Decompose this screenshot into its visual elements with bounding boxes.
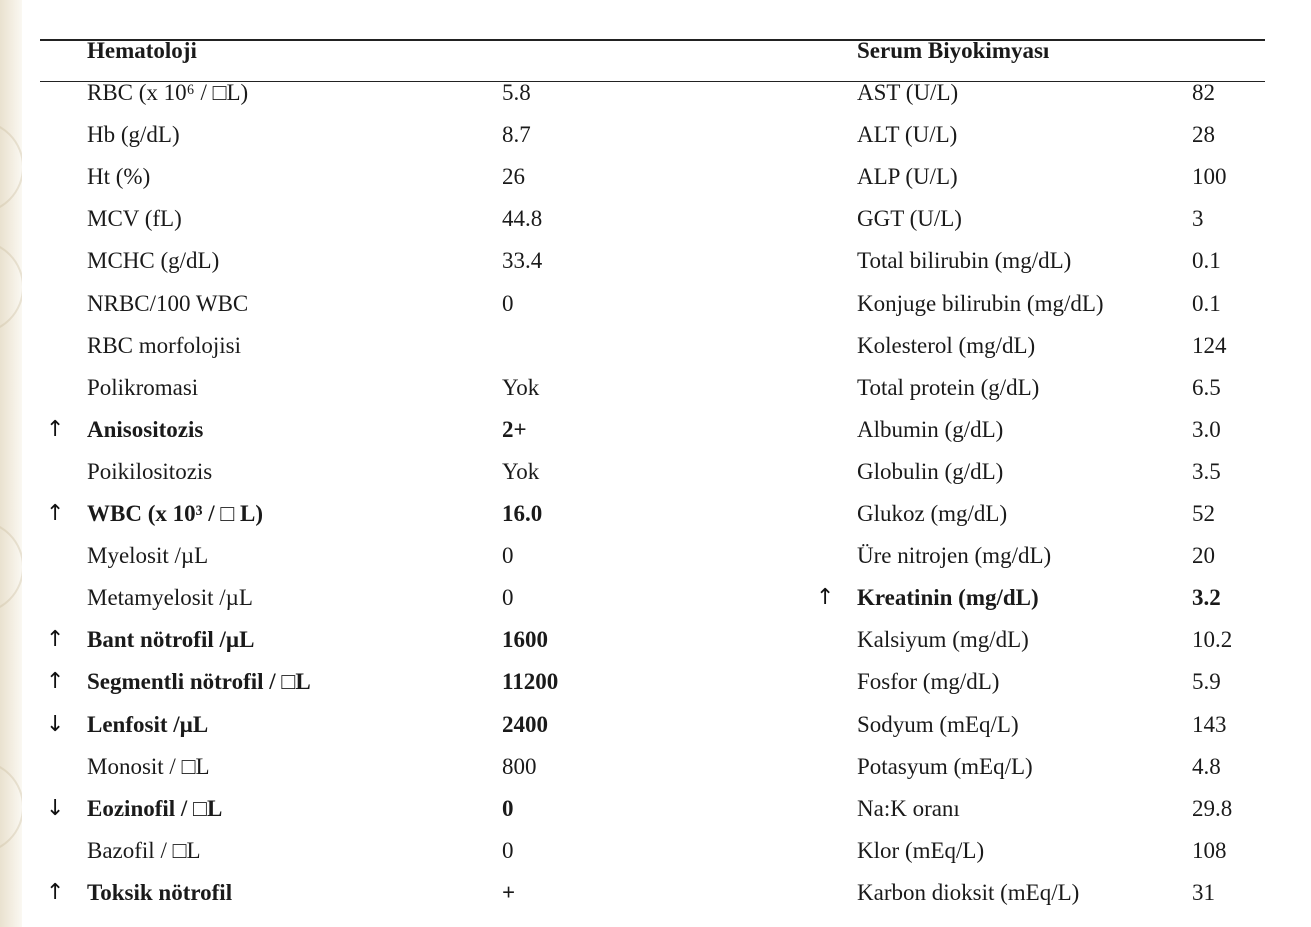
biochemistry-row-value: 0.1 <box>1192 248 1221 273</box>
up-arrow-icon: ↑ <box>46 417 65 442</box>
hematology-row-value: 8.7 <box>502 122 531 147</box>
decorative-arc <box>0 120 22 214</box>
up-arrow-icon: ↑ <box>816 585 835 610</box>
hematology-row-label: MCHC (g/dL) <box>87 248 220 273</box>
biochemistry-row-label: AST (U/L) <box>857 80 959 105</box>
biochemistry-row-value: 108 <box>1192 838 1227 863</box>
hematology-row-value: Yok <box>502 375 540 400</box>
biochemistry-row-value: 20 <box>1192 543 1215 568</box>
biochemistry-row-label: Total bilirubin (mg/dL) <box>857 248 1072 273</box>
hematology-row-value: 33.4 <box>502 248 543 273</box>
biochemistry-row-label: Kreatinin (mg/dL) <box>857 585 1039 610</box>
down-arrow-icon: ↓ <box>46 712 65 737</box>
biochemistry-row-value: 10.2 <box>1192 627 1233 652</box>
biochemistry-row-value: 3.2 <box>1192 585 1221 610</box>
hematology-row-value: 1600 <box>502 627 548 652</box>
hematology-row-value: 16.0 <box>502 501 543 526</box>
hematology-row-value: 0 <box>502 543 514 568</box>
hematology-row-label: Lenfosit /µL <box>87 712 209 737</box>
decorative-arc <box>0 760 22 854</box>
hematology-row-label: Toksik nötrofil <box>87 880 233 905</box>
biochemistry-row-label: Globulin (g/dL) <box>857 459 1004 484</box>
background-decoration-strip <box>0 0 22 927</box>
hematology-row-label: Segmentli nötrofil / □L <box>87 669 311 694</box>
biochemistry-row-value: 6.5 <box>1192 375 1221 400</box>
hematology-row-label: NRBC/100 WBC <box>87 291 249 316</box>
biochemistry-row-label: Sodyum (mEq/L) <box>857 712 1019 737</box>
biochemistry-row-value: 100 <box>1192 164 1227 189</box>
hematology-row-label: MCV (fL) <box>87 206 182 231</box>
biochemistry-row-value: 52 <box>1192 501 1215 526</box>
biochemistry-row-value: 3.0 <box>1192 417 1221 442</box>
down-arrow-icon: ↓ <box>46 796 65 821</box>
biochemistry-row-value: 124 <box>1192 333 1227 358</box>
hematology-row-label: RBC (x 10⁶ / □L) <box>87 80 249 105</box>
hematology-row-value: 44.8 <box>502 206 543 231</box>
biochemistry-row-value: 31 <box>1192 880 1215 905</box>
hematology-row-label: Eozinofil / □L <box>87 796 223 821</box>
biochemistry-row-value: 143 <box>1192 712 1227 737</box>
decorative-arc <box>0 240 22 334</box>
biochemistry-row-label: Kalsiyum (mg/dL) <box>857 627 1029 652</box>
hematology-row-label: RBC morfolojisi <box>87 333 241 358</box>
hematology-row-value: 800 <box>502 754 537 779</box>
biochemistry-row-value: 28 <box>1192 122 1215 147</box>
biochemistry-row-value: 5.9 <box>1192 669 1221 694</box>
lab-results-table <box>22 0 1311 927</box>
hematology-row-value: 2400 <box>502 712 548 737</box>
hematology-row-value: 26 <box>502 164 525 189</box>
hematology-row-value: Yok <box>502 459 540 484</box>
hematology-row-value: 0 <box>502 796 514 821</box>
biochemistry-row-label: GGT (U/L) <box>857 206 962 231</box>
biochemistry-row-label: Fosfor (mg/dL) <box>857 669 1000 694</box>
hematology-row-label: Myelosit /µL <box>87 543 209 568</box>
hematology-row-value: 11200 <box>502 669 559 694</box>
biochemistry-row-label: Potasyum (mEq/L) <box>857 754 1033 779</box>
hematology-row-label: Bazofil / □L <box>87 838 201 863</box>
hematology-row-label: WBC (x 10³ / □ L) <box>87 501 264 526</box>
hematology-row-value: 0 <box>502 291 514 316</box>
serum-biochemistry-header: Serum Biyokimyası <box>857 38 1050 63</box>
hematology-row-label: Metamyelosit /µL <box>87 585 253 610</box>
biochemistry-row-label: Karbon dioksit (mEq/L) <box>857 880 1080 905</box>
hematology-row-label: Poikilositozis <box>87 459 213 484</box>
hematology-row-label: Anisositozis <box>87 417 204 442</box>
hematology-row-label: Polikromasi <box>87 375 199 400</box>
biochemistry-row-value: 3 <box>1192 206 1204 231</box>
hematology-header: Hematoloji <box>87 38 197 63</box>
biochemistry-row-label: Kolesterol (mg/dL) <box>857 333 1036 358</box>
hematology-row-value: 2+ <box>502 417 527 442</box>
hematology-row-label: Ht (%) <box>87 164 151 189</box>
hematology-row-value: 5.8 <box>502 80 531 105</box>
biochemistry-row-value: 3.5 <box>1192 459 1221 484</box>
hematology-row-label: Hb (g/dL) <box>87 122 180 147</box>
up-arrow-icon: ↑ <box>46 880 65 905</box>
biochemistry-row-value: 29.8 <box>1192 796 1233 821</box>
biochemistry-row-value: 82 <box>1192 80 1215 105</box>
biochemistry-row-label: ALP (U/L) <box>857 164 958 189</box>
up-arrow-icon: ↑ <box>46 669 65 694</box>
biochemistry-row-label: Konjuge bilirubin (mg/dL) <box>857 291 1104 316</box>
hematology-row-label: Monosit / □L <box>87 754 210 779</box>
biochemistry-row-label: Glukoz (mg/dL) <box>857 501 1008 526</box>
biochemistry-row-label: Albumin (g/dL) <box>857 417 1004 442</box>
biochemistry-row-value: 0.1 <box>1192 291 1221 316</box>
biochemistry-row-label: Üre nitrojen (mg/dL) <box>857 543 1052 568</box>
hematology-row-label: Bant nötrofil /µL <box>87 627 255 652</box>
up-arrow-icon: ↑ <box>46 501 65 526</box>
hematology-row-value: + <box>502 880 516 905</box>
hematology-row-value: 0 <box>502 585 514 610</box>
biochemistry-row-value: 4.8 <box>1192 754 1221 779</box>
biochemistry-row-label: Na:K oranı <box>857 796 960 821</box>
decorative-arc <box>0 520 22 614</box>
biochemistry-row-label: Total protein (g/dL) <box>857 375 1040 400</box>
biochemistry-row-label: ALT (U/L) <box>857 122 958 147</box>
biochemistry-row-label: Klor (mEq/L) <box>857 838 985 863</box>
table-top-rule <box>40 39 1265 41</box>
hematology-row-value: 0 <box>502 838 514 863</box>
up-arrow-icon: ↑ <box>46 627 65 652</box>
